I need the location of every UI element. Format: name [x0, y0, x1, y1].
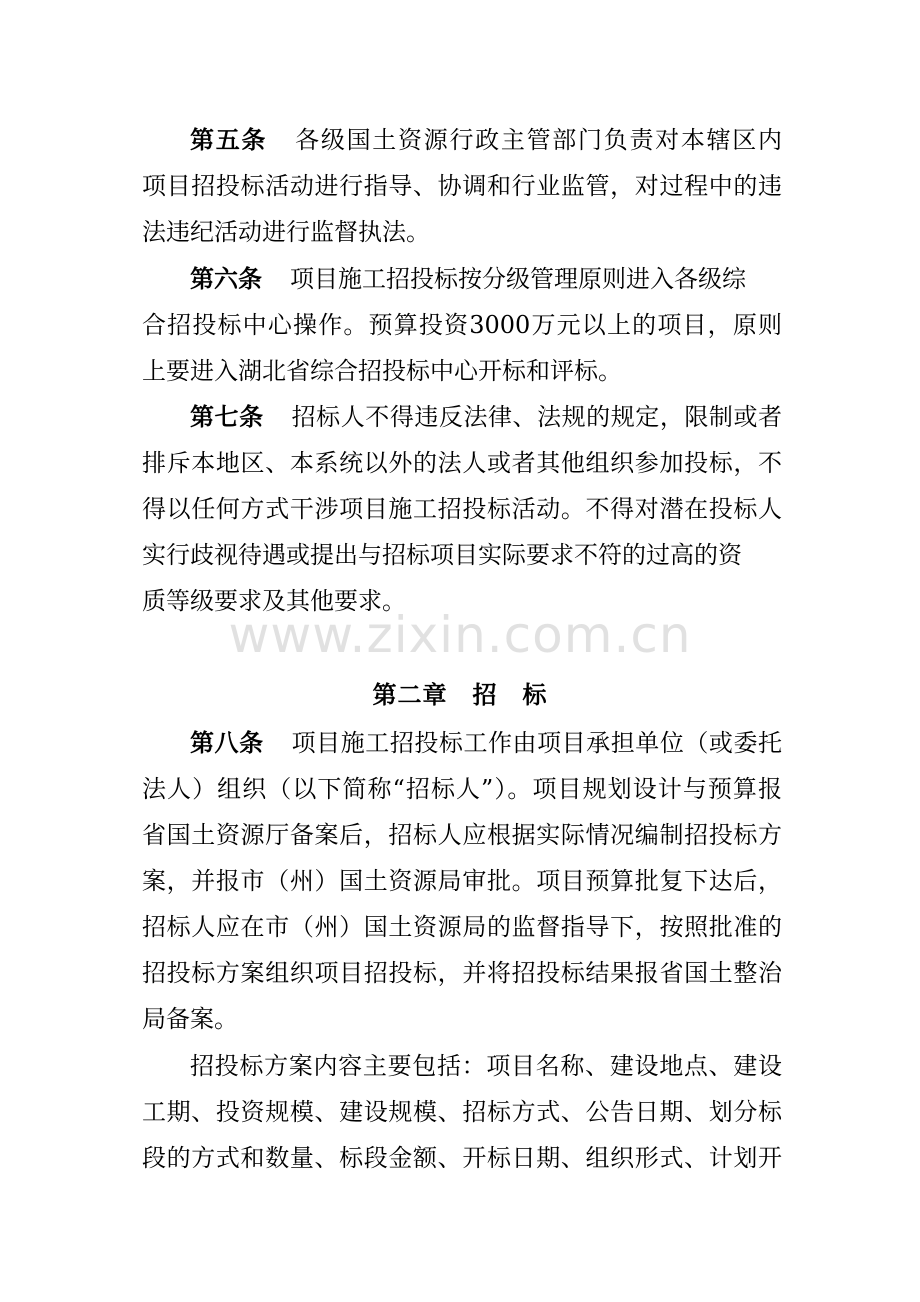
article-7-line-4: 实行歧视待遇或提出与招标项目实际要求不符的过高的资: [142, 541, 742, 569]
watermark: www.zixin.com.cn: [228, 606, 692, 664]
article-8-line-5: 招标人应在市（州）国土资源局的监督指导下，按照批准的: [142, 913, 782, 941]
chapter-heading: 第二章 招 标: [372, 681, 548, 709]
article-7-line-2: 排斥本地区、本系统以外的法人或者其他组织参加投标，不: [142, 449, 782, 477]
article-7-line-1: [190, 394, 782, 440]
paragraph-line-2: 工期、投资规模、建设规模、招标方式、公告日期、划分标: [142, 1098, 782, 1126]
article-8-line-3: 省国土资源厅备案后，招标人应根据实际情况编制招投标方: [142, 821, 782, 849]
article-6-line-3: 上要进入湖北省综合招投标中心开标和评标。: [142, 357, 622, 385]
article-7-line-3: 得以任何方式干涉项目施工招投标活动。不得对潜在投标人: [142, 495, 782, 523]
paragraph-line-3: 段的方式和数量、标段金额、开标日期、组织形式、计划开: [142, 1144, 782, 1172]
paragraph-line-1: 招投标方案内容主要包括：项目名称、建设地点、建设: [190, 1052, 782, 1080]
article-5-text-1: 各级国土资源行政主管部门负责对本辖区内: [295, 126, 783, 154]
article-5-line-3: 法违纪活动进行监督执法。: [142, 218, 430, 246]
article-8-line-4: 案，并报市（州）国土资源局审批。项目预算批复下达后，: [142, 867, 782, 895]
article-8-text-1: 项目施工招投标工作由项目承担单位（或委托: [291, 729, 783, 757]
article-7-text-1: 招标人不得违反法律、法规的规定，限制或者: [291, 403, 783, 431]
article-5-line-2: 项目招投标活动进行指导、协调和行业监管，对过程中的违: [142, 172, 782, 200]
article-6-line-1: [190, 256, 782, 302]
article-8-line-6: 招投标方案组织项目招投标，并将招投标结果报省国土整治: [142, 959, 782, 987]
article-6-line-2: 合招投标中心操作。预算投资3000万元以上的项目，原则: [142, 311, 782, 339]
article-5-number: 第五条: [190, 126, 268, 154]
article-8-line-1: [190, 720, 782, 766]
article-8-line-2: 法人）组织（以下简称“招标人”）。项目规划设计与预算报: [142, 775, 782, 803]
article-7-number: 第七条: [190, 403, 264, 431]
article-5-line-1: [190, 117, 782, 163]
article-8-number: 第八条: [190, 729, 264, 757]
article-6-number: 第六条: [190, 265, 262, 293]
article-7-line-5: 质等级要求及其他要求。: [142, 587, 406, 615]
article-8-line-7: 局备案。: [142, 1005, 238, 1033]
article-6-text-1: 项目施工招投标按分级管理原则进入各级综: [290, 265, 746, 293]
